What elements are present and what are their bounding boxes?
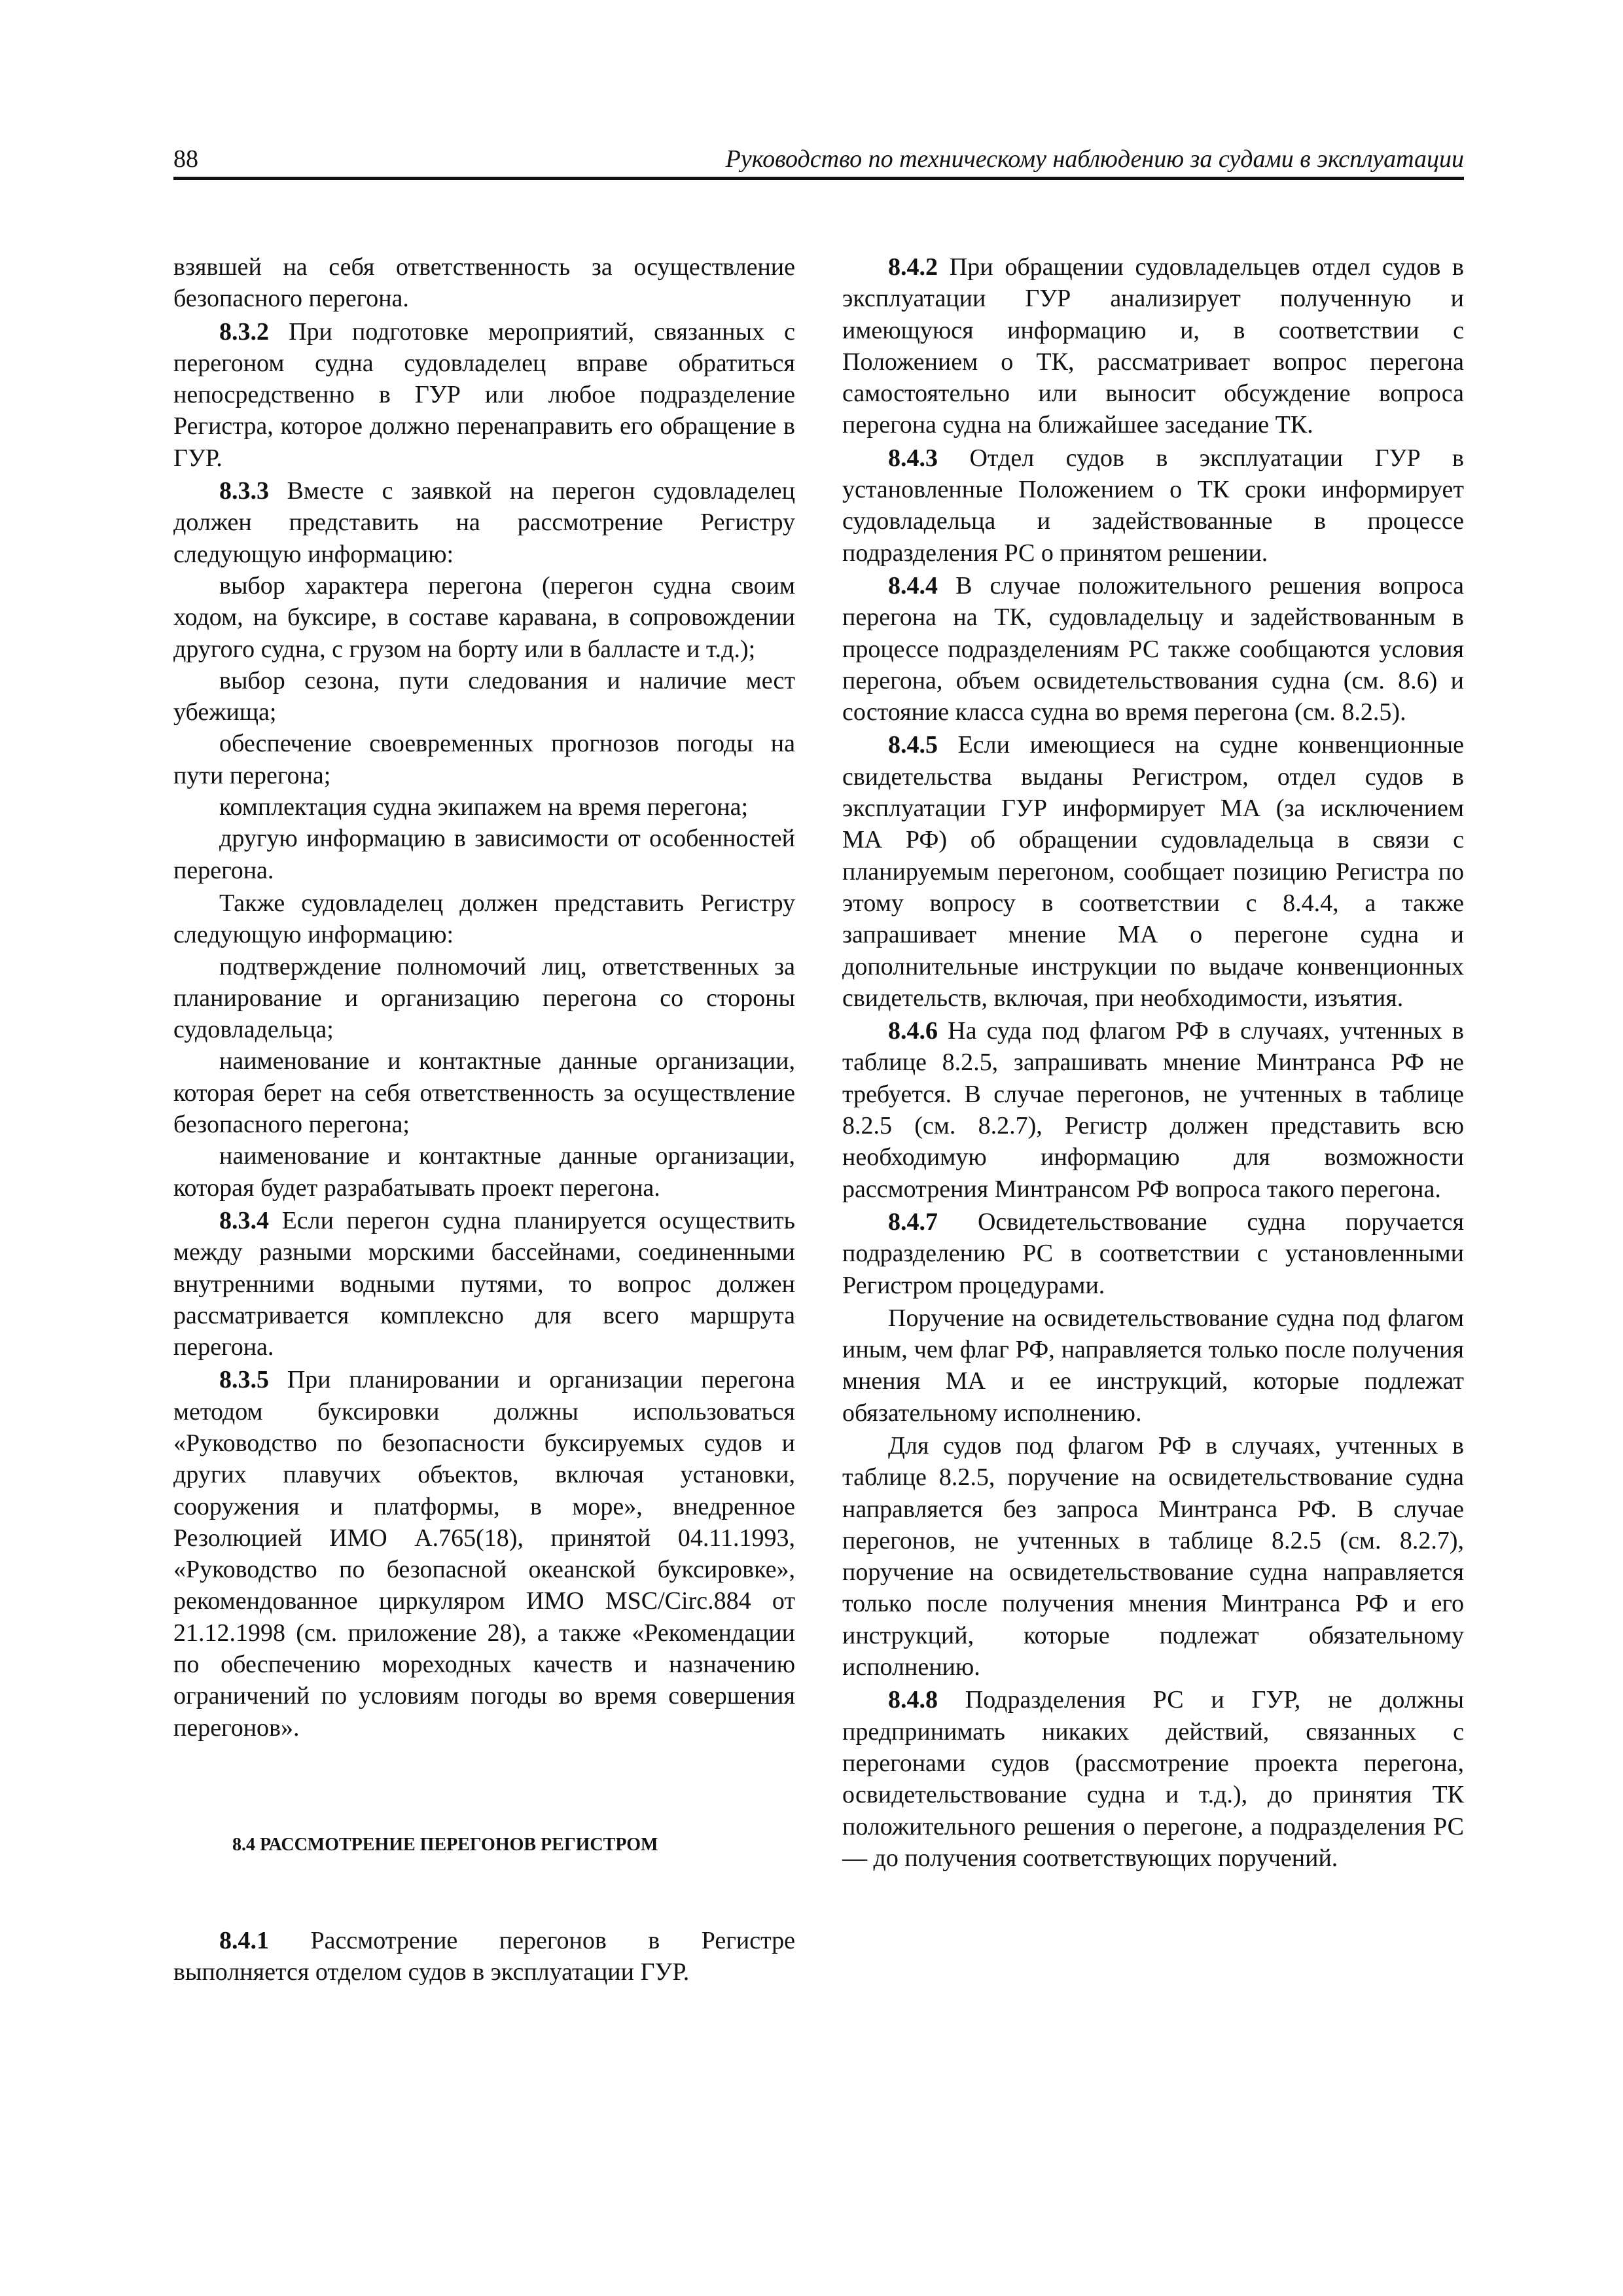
section-heading: 8.4 РАССМОТРЕНИЕ ПЕРЕГОНОВ РЕГИСТРОМ <box>232 1834 658 1855</box>
clause-number: 8.3.4 <box>219 1206 269 1234</box>
clause-number: 8.3.5 <box>219 1366 269 1394</box>
paragraph-text: Вместе с заявкой на перегон судовладелец должен представить на рассмотрение Регистру следующую информацию: <box>173 477 795 568</box>
list-item: наименование и контактные данные организации, которая берет на себя ответственность за осуществление безопасного перегона; <box>173 1047 795 1139</box>
paragraph-8-4-3 <box>842 442 1464 569</box>
clause-number: 8.3.2 <box>219 317 269 346</box>
page-number: 88 <box>173 145 198 173</box>
paragraph-text: Если имеющиеся на судне конвенционные свидетельства выданы Регистром, отдел судов в эксплуатации ГУР информирует МА (за исключением МА РФ) об обращении судовладельца в связи с планируемым перегоном, сообщает позицию Регистра по этому вопросу в соответствии с 8.4.4, а также запрашивает мнение МА о перегоне судна и дополнительные инструкции по выдаче конвенционных свидетельств, включая, при необходимости, изъятия. <box>842 731 1464 1012</box>
list-item: другую информацию в зависимости от особенностей перегона. <box>173 825 795 884</box>
header-rule <box>173 177 1464 180</box>
paragraph-text: Освидетельствование судна поручается подразделению РС в соответствии с установленными Регистром процедурами. <box>842 1208 1464 1299</box>
clause-number: 8.4.2 <box>888 253 938 281</box>
clause-number: 8.4.3 <box>888 444 938 472</box>
clause-number: 8.4.1 <box>219 1926 269 1954</box>
paragraph-additional-info: Также судовладелец должен представить Регистру следующую информацию: <box>173 889 795 949</box>
paragraph-8-3-3 <box>173 475 795 570</box>
paragraph-8-4-5 <box>842 729 1464 1014</box>
paragraph-rf-flag: Для судов под флагом РФ в случаях, учтенных в таблице 8.2.5, поручение на освидетельствование судна направляется без запроса Минтранса РФ. В случае перегонов, не учтенных в таблице 8.2.5 (см. 8.2.7), поручение на освидетельствование судна направляется только после получения мнения Минтранса РФ и его инструкций, которые подлежат обязательному исполнению. <box>842 1431 1464 1681</box>
paragraph-text: На суда под флагом РФ в случаях, учтенных в таблице 8.2.5, запрашивать мнение Минтранса РФ не требуется. В случае перегонов, не учтенных в таблице 8.2.5 (см. 8.2.7), Регистр должен представить всю необходимую информацию для возможности рассмотрения Минтрансом РФ вопроса такого перегона. <box>842 1017 1464 1203</box>
paragraph-foreign-flag: Поручение на освидетельствование судна под флагом иным, чем флаг РФ, направляется только после получения мнения МА и ее инструкций, которые подлежат обязательному исполнению. <box>842 1304 1464 1427</box>
clause-number: 8.4.5 <box>888 731 938 759</box>
paragraph-text: При обращении судовладельцев отдел судов в эксплуатации ГУР анализирует полученную и имеющуюся информацию и, в соответствии с Положением о ТК, рассматривает вопрос перегона самостоятельно или выносит обсуждение вопроса перегона судна на ближайшее заседание ТК. <box>842 253 1464 439</box>
paragraph-text: Рассмотрение перегонов в Регистре выполняется отделом судов в эксплуатации ГУР. <box>173 1926 795 1986</box>
list-item: обеспечение своевременных прогнозов погоды на пути перегона; <box>173 730 795 789</box>
paragraph-8-3-5 <box>173 1364 795 1744</box>
clause-number: 8.4.7 <box>888 1208 938 1236</box>
paragraph-text: Подразделения РС и ГУР, не должны предпринимать никаких действий, связанных с перегонами судов (рассмотрение проекта перегона, освидетельствование судна и т.д.), до принятия ТК положительного решения о перегоне, а подразделения РС — до получения соответствующих поручений. <box>842 1686 1464 1872</box>
list-item: наименование и контактные данные организации, которая будет разрабатывать проект перегона. <box>173 1142 795 1202</box>
paragraph-8-4-1 <box>173 1925 795 1988</box>
paragraph-text: Отдел судов в эксплуатации ГУР в установленные Положением о ТК сроки информирует судовладельца и задействованные в процессе подразделения РС о принятом решении. <box>842 444 1464 567</box>
paragraph-continuation: взявшей на себя ответственность за осуществление безопасного перегона. <box>173 253 795 313</box>
paragraph-8-4-6 <box>842 1015 1464 1205</box>
left-column <box>173 251 795 1988</box>
paragraph-text: При подготовке мероприятий, связанных с перегоном судна судовладелец вправе обратиться непосредственно в ГУР или любое подразделение Регистра, которое должно перенаправить его обращение в ГУР. <box>173 317 795 472</box>
list-item: подтверждение полномочий лиц, ответственных за планирование и организацию перегона со стороны судовладельца; <box>173 952 795 1044</box>
list-item: выбор характера перегона (перегон судна своим ходом, на буксире, в составе каравана, в сопровождении другого судна, с грузом на борту или в балласте и т.д.); <box>173 571 795 663</box>
paragraph-8-3-4 <box>173 1205 795 1363</box>
running-title: Руководство по техническому наблюдению за судами в эксплуатации <box>725 145 1464 173</box>
paragraph-8-4-2 <box>842 251 1464 441</box>
clause-number: 8.4.4 <box>888 571 938 600</box>
paragraph-text: При планировании и организации перегона методом буксировки должны использоваться «Руководство по безопасности буксируемых судов и других плавучих объектов, включая установки, сооружения и платформы, в море», внедренное Резолюцией ИМО А.765(18), принятой 04.11.1993, «Руководство по безопасной океанской буксировке», рекомендованное циркуляром ИМО MSC/Circ.884 от 21.12.1998 (см. приложение 28), а также «Рекомендации по обеспечению мореходных качеств и назначению ограничений по условиям погоды во время совершения перегонов». <box>173 1366 795 1742</box>
list-item: комплектация судна экипажем на время перегона; <box>219 793 749 821</box>
paragraph-text: Если перегон судна планируется осуществить между разными морскими бассейнами, соединенными внутренними водными путями, то вопрос должен рассматривается комплексно для всего маршрута перегона. <box>173 1206 795 1361</box>
clause-number: 8.4.8 <box>888 1686 938 1714</box>
paragraph-8-4-4 <box>842 570 1464 728</box>
clause-number: 8.3.3 <box>219 477 269 505</box>
paragraph-8-4-7 <box>842 1206 1464 1301</box>
paragraph-8-3-2 <box>173 316 795 474</box>
paragraph-8-4-8 <box>842 1684 1464 1874</box>
paragraph-text: В случае положительного решения вопроса перегона на ТК, судовладельцу и задействованным в процессе подразделениям РС также сообщаются условия перегона, объем освидетельствования судна (см. 8.6) и состояние класса судна во время перегона (см. 8.2.5). <box>842 571 1464 726</box>
list-item: выбор сезона, пути следования и наличие мест убежища; <box>173 666 795 726</box>
right-column <box>842 251 1464 1874</box>
clause-number: 8.4.6 <box>888 1017 938 1045</box>
